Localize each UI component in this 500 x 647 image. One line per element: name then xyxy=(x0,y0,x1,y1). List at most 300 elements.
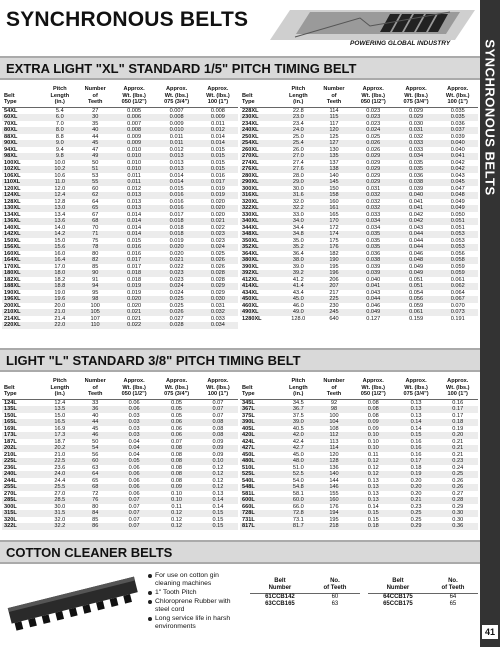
table-cell: 0.010 xyxy=(127,159,142,166)
table-cell: 0.08 xyxy=(171,464,183,471)
column-header: Approx. Wt. (lbs.) 075 (3/4") xyxy=(395,86,438,107)
belt-type-cell: 414XL xyxy=(240,283,280,290)
table-cell: 0.026 xyxy=(198,257,238,264)
table-cell: 41.2 xyxy=(292,276,304,283)
table-cell: 81.7 xyxy=(280,523,316,530)
table-cell: 51 xyxy=(78,166,113,173)
table-cell: 49.0 xyxy=(280,309,316,316)
table-cell: 38.0 xyxy=(280,257,316,264)
table-cell: 0.033 xyxy=(366,211,381,218)
belt-type-cell: 244L xyxy=(4,477,17,484)
feature-item: 1" Tooth Pitch xyxy=(148,589,244,597)
table-cell: 0.032 xyxy=(409,133,424,140)
table-cell: 0.046 xyxy=(409,250,424,257)
table-cell: 0.039 xyxy=(450,133,465,140)
table-cell: 640 xyxy=(329,315,339,322)
table-row xyxy=(368,594,478,602)
table-cell: 0.042 xyxy=(450,159,465,166)
table-row xyxy=(240,399,478,406)
table-cell: 0.020 xyxy=(113,296,155,303)
table-cell: 0.051 xyxy=(437,218,478,225)
belt-type-cell: 164XL xyxy=(2,257,42,264)
table-cell: 0.05 xyxy=(113,458,155,465)
table-cell: 0.031 xyxy=(395,127,438,134)
table-cell: 0.038 xyxy=(395,179,438,186)
table-cell: 0.12 xyxy=(367,464,379,471)
table-cell: 40 xyxy=(78,127,113,134)
belt-type-cell: 254XL xyxy=(240,140,280,147)
table-cell: 140 xyxy=(316,471,352,478)
table-cell: 150 xyxy=(329,185,339,192)
table-cell: 19.0 xyxy=(54,289,66,296)
table-cell: 0.010 xyxy=(155,127,197,134)
belt-type-cell: 390L xyxy=(240,419,280,426)
table-cell: 108 xyxy=(329,425,339,432)
belt-type-cell: 1280XL xyxy=(242,315,262,322)
belt-type-cell: 173L xyxy=(2,432,42,439)
table-cell: 0.044 xyxy=(395,231,438,238)
belt-type-cell: 150XL xyxy=(4,237,21,244)
table-cell: 0.20 xyxy=(410,490,422,497)
side-tab xyxy=(480,0,500,647)
table-cell: 36 xyxy=(78,406,113,413)
table-cell: 0.017 xyxy=(127,263,142,270)
belt-type-cell: 600L xyxy=(240,497,280,504)
belt-type-cell: 128XL xyxy=(4,198,21,205)
table-cell: 84 xyxy=(78,510,113,517)
table-cell: 12.4 xyxy=(54,399,66,406)
table-cell: 0.041 xyxy=(395,205,438,212)
belt-type-cell: 202L xyxy=(2,445,42,452)
table-cell: 0.067 xyxy=(437,296,478,303)
table-cell: 160 xyxy=(329,198,339,205)
table-cell: 0.015 xyxy=(127,237,142,244)
belt-type-cell: 88XL xyxy=(4,133,18,140)
table-cell: 0.12 xyxy=(352,471,395,478)
table-cell: 0.048 xyxy=(437,192,478,199)
table-cell: 0.020 xyxy=(198,205,238,212)
table-cell: 0.13 xyxy=(395,406,438,413)
table-cell: 32.0 xyxy=(54,516,66,523)
table-cell: 0.05 xyxy=(171,412,183,419)
table-cell: 0.019 xyxy=(113,283,155,290)
table-cell: 195 xyxy=(329,516,339,523)
table-cell: 0.014 xyxy=(169,172,184,179)
table-cell: 144 xyxy=(329,477,339,484)
table-cell: 0.050 xyxy=(450,211,465,218)
belt-type-cell: 375L xyxy=(242,412,255,419)
table-row xyxy=(2,107,238,114)
table-cell: 0.09 xyxy=(155,484,197,491)
table-cell: 0.08 xyxy=(171,451,183,458)
table-cell: 0.020 xyxy=(127,302,142,309)
table-cell: 0.25 xyxy=(395,510,438,517)
table-cell: 0.025 xyxy=(366,133,381,140)
table-cell: 21.4 xyxy=(54,315,66,322)
belt-type-cell: 255L xyxy=(2,484,42,491)
table-cell: 0.21 xyxy=(452,438,464,445)
table-cell: 25.5 xyxy=(42,484,77,491)
belt-type-cell: 61CCB142 xyxy=(265,594,295,600)
table-cell: 0.009 xyxy=(169,120,184,127)
table-cell: 0.020 xyxy=(155,244,197,251)
table-cell: 0.023 xyxy=(366,120,381,127)
table-cell: 0.12 xyxy=(352,458,395,465)
table-cell: 10.6 xyxy=(54,172,66,179)
cotton-section-title: COTTON CLEANER BELTS xyxy=(0,540,480,564)
table-cell: 30.0 xyxy=(54,503,66,510)
table-cell: 0.14 xyxy=(410,425,422,432)
table-cell: 0.06 xyxy=(155,419,197,426)
table-cell: 207 xyxy=(316,283,352,290)
table-cell: 0.041 xyxy=(409,198,424,205)
table-cell: 0.26 xyxy=(437,484,478,491)
table-cell: 52.5 xyxy=(280,471,316,478)
table-cell: 0.021 xyxy=(198,218,238,225)
belt-type-cell: 340XL xyxy=(240,218,280,225)
table-cell: 0.029 xyxy=(352,179,395,186)
belt-type-cell: 316XL xyxy=(240,192,280,199)
belt-type-cell: 581L xyxy=(242,490,255,497)
table-cell: 22.8 xyxy=(292,107,304,114)
belt-type-cell: 110XL xyxy=(2,179,42,186)
table-cell: 0.053 xyxy=(437,231,478,238)
table-cell: 56 xyxy=(92,451,99,458)
table-cell: 0.044 xyxy=(352,296,395,303)
belt-type-cell: 150L xyxy=(4,412,17,419)
table-cell: 174 xyxy=(316,231,352,238)
table-cell: 0.06 xyxy=(128,477,140,484)
table-cell: 245 xyxy=(316,309,352,316)
table-cell: 0.034 xyxy=(198,322,238,329)
table-cell: 0.010 xyxy=(113,153,155,160)
table-cell: 55 xyxy=(78,179,113,186)
belt-type-cell: 728L xyxy=(240,510,280,517)
table-cell: 0.013 xyxy=(127,198,142,205)
table-row xyxy=(240,107,478,114)
belt-type-cell: 187L xyxy=(4,438,17,445)
table-cell: 0.022 xyxy=(210,224,225,231)
table-cell: 0.031 xyxy=(210,302,225,309)
table-cell: 194 xyxy=(316,510,352,517)
table-cell: 50 xyxy=(92,159,99,166)
table-cell: 0.023 xyxy=(210,237,225,244)
table-cell: 0.026 xyxy=(366,146,381,153)
table-cell: 0.040 xyxy=(395,192,438,199)
table-row xyxy=(368,601,478,608)
belt-type-cell: 280XL xyxy=(242,172,259,179)
table-cell: 0.029 xyxy=(366,172,381,179)
table-cell: 0.20 xyxy=(410,477,422,484)
table-cell: 72 xyxy=(92,490,99,497)
feature-item: Long service life in harsh environments xyxy=(148,615,244,631)
belt-type-cell: 236L xyxy=(4,464,17,471)
table-cell: 0.051 xyxy=(450,224,465,231)
table-cell: 0.191 xyxy=(450,315,465,322)
table-cell: 0.012 xyxy=(198,127,238,134)
table-cell: 0.08 xyxy=(198,432,238,439)
column-header: Approx. Wt. (lbs.) 050 (1/2") xyxy=(113,86,155,107)
table-cell: 13.4 xyxy=(54,211,66,218)
table-cell: 34.5 xyxy=(292,399,304,406)
table-cell: 0.024 xyxy=(198,244,238,251)
table-cell: 22.0 xyxy=(42,322,77,329)
table-cell: 104 xyxy=(316,419,352,426)
table-cell: 94 xyxy=(78,283,113,290)
table-cell: 47 xyxy=(92,146,99,153)
l-table-right xyxy=(240,378,478,530)
table-cell: 0.017 xyxy=(198,179,238,186)
table-cell: 0.17 xyxy=(452,412,464,419)
table-cell: 160 xyxy=(316,497,352,504)
table-cell: 0.014 xyxy=(113,231,155,238)
belt-type-cell: 240L xyxy=(2,471,42,478)
table-cell: 0.029 xyxy=(352,153,395,160)
table-cell: 32.0 xyxy=(292,198,304,205)
table-cell: 0.08 xyxy=(367,399,379,406)
table-cell: 24.0 xyxy=(280,127,316,134)
table-cell: 0.047 xyxy=(450,185,465,192)
table-cell: 0.054 xyxy=(409,289,424,296)
table-cell: 0.021 xyxy=(127,315,142,322)
belt-type-cell: 320XL xyxy=(242,198,259,205)
table-cell: 18.2 xyxy=(54,276,66,283)
table-cell: 138 xyxy=(316,166,352,173)
table-cell: 0.036 xyxy=(366,250,381,257)
column-header: Approx. Wt. (lbs.) 075 (3/4") xyxy=(155,378,197,399)
table-cell: 9.4 xyxy=(55,146,64,153)
belt-type-cell: 540L xyxy=(242,477,255,484)
table-cell: 0.040 xyxy=(450,146,465,153)
table-cell: 63 xyxy=(92,464,99,471)
table-cell: 0.022 xyxy=(113,322,155,329)
table-cell: 75 xyxy=(92,237,99,244)
table-cell: 0.08 xyxy=(155,445,197,452)
table-cell: 0.042 xyxy=(395,218,438,225)
table-cell: 0.010 xyxy=(113,166,155,173)
table-cell: 76 xyxy=(78,497,113,504)
table-cell: 0.056 xyxy=(395,296,438,303)
table-cell: 0.029 xyxy=(395,114,438,121)
table-cell: 136 xyxy=(329,464,339,471)
table-cell: 0.024 xyxy=(352,127,395,134)
table-cell: 49 xyxy=(78,153,113,160)
table-cell: 0.14 xyxy=(367,503,379,510)
table-cell: 46.0 xyxy=(292,302,304,309)
table-cell: 0.011 xyxy=(169,133,184,140)
table-cell: 35 xyxy=(92,120,99,127)
table-cell: 85 xyxy=(92,263,99,270)
column-header: Belt Type xyxy=(2,378,42,399)
table-cell: 34.0 xyxy=(280,218,316,225)
table-cell: 0.10 xyxy=(198,458,238,465)
table-cell: 0.028 xyxy=(155,322,197,329)
table-cell: 0.07 xyxy=(128,516,140,523)
table-cell: 78 xyxy=(78,244,113,251)
table-cell: 36.4 xyxy=(292,250,304,257)
table-cell: 0.18 xyxy=(352,523,395,530)
table-cell: 65 xyxy=(92,477,99,484)
table-cell: 125 xyxy=(329,133,339,140)
table-cell: 0.049 xyxy=(409,263,424,270)
table-cell: 0.13 xyxy=(410,399,422,406)
table-cell: 19.6 xyxy=(42,296,77,303)
column-header: Pitch Length (in.) xyxy=(280,86,316,107)
column-header: Number of Teeth xyxy=(78,378,113,399)
table-cell: 0.044 xyxy=(409,237,424,244)
table-cell: 0.06 xyxy=(171,425,183,432)
table-cell: 40.5 xyxy=(292,425,304,432)
cotton-features-list xyxy=(148,572,244,632)
table-cell: 0.031 xyxy=(366,185,381,192)
table-cell: 28.0 xyxy=(292,172,304,179)
table-cell: 21.0 xyxy=(54,451,66,458)
belt-type-cell: 364XL xyxy=(242,250,259,257)
table-cell: 9.8 xyxy=(42,153,77,160)
table-cell: 23.4 xyxy=(292,120,304,127)
column-header: Approx. Wt. (lbs.) 075 (3/4") xyxy=(155,86,197,107)
table-cell: 0.16 xyxy=(452,399,464,406)
table-cell: 27.0 xyxy=(280,153,316,160)
table-cell: 13.0 xyxy=(42,205,77,212)
table-cell: 92 xyxy=(330,399,338,406)
belt-type-cell: 390XL xyxy=(242,263,259,270)
belt-type-cell: 345L xyxy=(242,399,255,406)
table-cell: 0.04 xyxy=(128,438,140,445)
table-cell: 0.013 xyxy=(155,153,197,160)
cotton-table-right xyxy=(368,578,478,608)
table-cell: 0.07 xyxy=(113,497,155,504)
table-cell: 0.10 xyxy=(352,432,395,439)
table-cell: 0.09 xyxy=(198,445,238,452)
table-cell: 0.048 xyxy=(395,257,438,264)
table-cell: 0.061 xyxy=(450,276,465,283)
table-cell: 72.8 xyxy=(280,510,316,517)
table-cell: 45 xyxy=(78,140,113,147)
table-cell: 53 xyxy=(92,172,99,179)
column-header: Approx. Wt. (lbs.) 100 (1") xyxy=(437,378,478,399)
table-cell: 0.014 xyxy=(113,218,155,225)
table-cell: 0.24 xyxy=(452,464,464,471)
table-cell: 18.0 xyxy=(42,270,77,277)
table-cell: 0.06 xyxy=(113,484,155,491)
table-cell: 0.11 xyxy=(368,451,379,458)
belt-type-cell: 196XL xyxy=(2,296,42,303)
table-cell: 10.2 xyxy=(42,166,77,173)
table-cell: 114 xyxy=(329,107,339,114)
table-cell: 0.026 xyxy=(210,263,225,270)
table-cell: 0.015 xyxy=(210,146,225,153)
belt-type-cell: 270L xyxy=(4,490,17,497)
table-cell: 0.04 xyxy=(128,451,140,458)
table-cell: 0.25 xyxy=(410,516,422,523)
table-cell: 0.21 xyxy=(395,497,438,504)
table-cell: 0.016 xyxy=(210,172,225,179)
table-row xyxy=(2,322,238,329)
table-cell: 0.12 xyxy=(155,510,197,517)
table-cell: 0.12 xyxy=(198,471,238,478)
table-cell: 24.0 xyxy=(42,471,77,478)
table-cell: 0.029 xyxy=(366,159,381,166)
belt-type-cell: 228XL xyxy=(242,107,259,114)
table-cell: 0.014 xyxy=(210,133,225,140)
table-cell: 0.23 xyxy=(437,458,478,465)
belt-type-cell: 60XL xyxy=(2,114,42,121)
table-cell: 100 xyxy=(329,412,339,419)
table-cell: 42.0 xyxy=(280,432,316,439)
column-header: Approx. Wt. (lbs.) 100 (1") xyxy=(198,378,238,399)
l-table-left xyxy=(2,378,238,530)
table-cell: 0.033 xyxy=(409,146,424,153)
table-cell: 36.7 xyxy=(280,406,316,413)
belt-type-cell: 140XL xyxy=(4,224,21,231)
table-cell: 51.0 xyxy=(292,464,304,471)
table-row xyxy=(250,594,360,602)
table-cell: 0.12 xyxy=(155,523,197,530)
table-cell: 0.012 xyxy=(127,185,142,192)
table-cell: 0.036 xyxy=(409,172,424,179)
table-cell: 0.014 xyxy=(198,140,238,147)
table-cell: 140 xyxy=(329,172,339,179)
table-cell: 0.04 xyxy=(113,445,155,452)
table-cell: 196 xyxy=(316,270,352,277)
l-section-title: LIGHT "L" STANDARD 3/8" PITCH TIMING BELT xyxy=(0,348,480,372)
table-cell: 15.0 xyxy=(54,412,66,419)
table-cell: 0.035 xyxy=(366,237,381,244)
table-cell: 0.03 xyxy=(128,412,140,419)
table-cell: 0.051 xyxy=(409,276,424,283)
table-cell: 0.033 xyxy=(210,315,225,322)
table-cell: 23.6 xyxy=(54,464,66,471)
table-cell: 113 xyxy=(329,438,339,445)
column-header: Approx. Wt. (lbs.) 050 (1/2") xyxy=(113,378,155,399)
table-cell: 10.0 xyxy=(54,159,66,166)
table-cell: 0.070 xyxy=(450,302,465,309)
table-cell: 218 xyxy=(316,523,352,530)
table-cell: 115 xyxy=(316,114,352,121)
table-cell: 0.017 xyxy=(169,211,184,218)
table-cell: 16.0 xyxy=(54,250,66,257)
belt-type-cell: 54XL xyxy=(4,107,18,114)
table-row xyxy=(240,523,478,530)
table-cell: 0.034 xyxy=(366,224,381,231)
table-cell: 31.5 xyxy=(42,510,77,517)
table-cell: 0.13 xyxy=(212,490,224,497)
belt-type-cell: 420L xyxy=(240,432,280,439)
table-cell: 0.035 xyxy=(450,107,465,114)
table-cell: 63 xyxy=(331,601,339,607)
table-cell: 0.016 xyxy=(113,244,155,251)
table-cell: 0.017 xyxy=(113,257,155,264)
table-cell: 80 xyxy=(92,503,99,510)
table-cell: 0.013 xyxy=(155,166,197,173)
table-cell: 8.0 xyxy=(42,127,77,134)
table-cell: 0.06 xyxy=(128,464,140,471)
belt-type-cell: 322XL xyxy=(240,205,280,212)
table-cell: 0.159 xyxy=(409,315,424,322)
column-header: Pitch Length (in.) xyxy=(42,86,77,107)
belt-type-cell: 170XL xyxy=(4,263,21,270)
table-cell: 45.0 xyxy=(292,451,304,458)
table-cell: 39.0 xyxy=(280,419,316,426)
table-cell: 0.045 xyxy=(437,179,478,186)
belt-type-cell: 322L xyxy=(2,523,42,530)
table-cell: 6.0 xyxy=(42,114,77,121)
table-row xyxy=(2,399,238,406)
belt-type-cell: 344XL xyxy=(242,224,259,231)
column-header: Approx. Wt. (lbs.) 050 (1/2") xyxy=(352,86,395,107)
column-header: Number of Teeth xyxy=(316,378,352,399)
